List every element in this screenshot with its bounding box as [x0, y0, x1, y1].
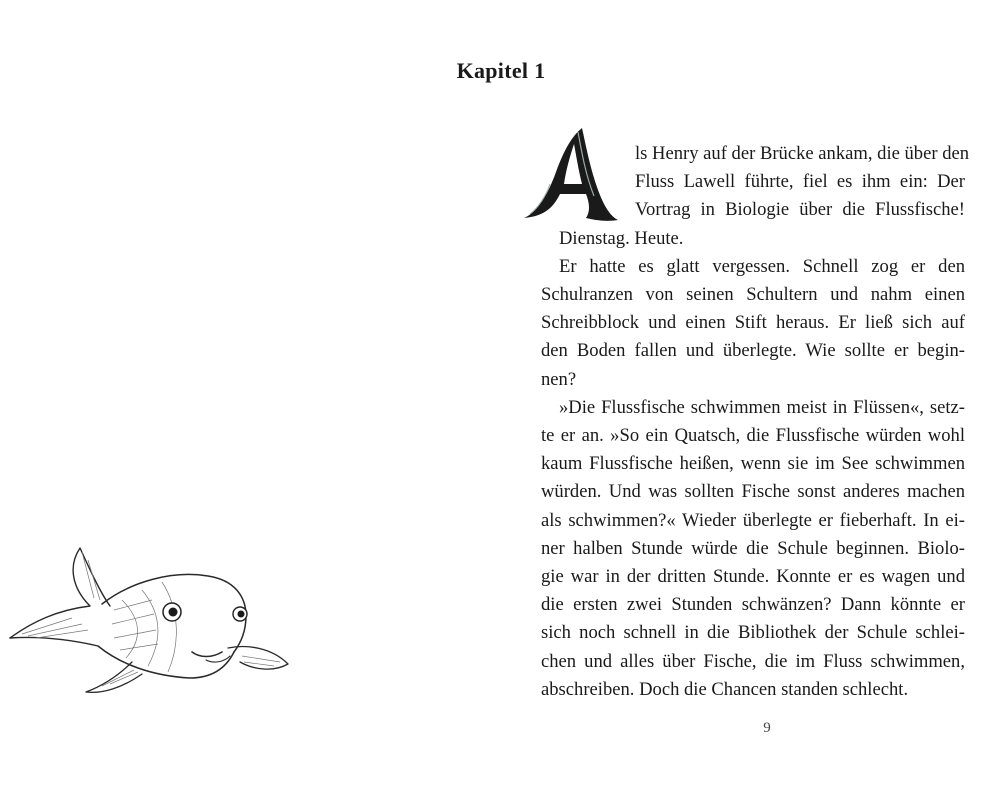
- text-line: sich noch schnell in die Bibliothek der Schule schlei-: [541, 622, 965, 644]
- text-line: als schwimmen?« Wieder überlegte er fieberhaft. In ei-: [541, 509, 965, 531]
- text-line: kaum Flussfische heißen, wenn sie im See schwimmen: [541, 453, 965, 475]
- text-line: Dienstag. Heute.: [559, 227, 684, 249]
- text-line: te er an. »So ein Quatsch, die Flussfische würden wohl: [541, 425, 965, 447]
- text-line: Schreibblock und einen Stift heraus. Er ließ sich auf: [541, 312, 965, 334]
- text-line: würden. Und was sollten Fische sonst anderes machen: [541, 481, 965, 503]
- svg-text:A: A: [571, 198, 572, 199]
- text-line: den Boden fallen und überlegte. Wie sollte er begin-: [541, 340, 965, 362]
- text-line: gie war in der dritten Stunde. Konnte er es wagen und: [541, 566, 965, 588]
- text-line: chen und alles über Fische, die im Fluss schwimmen,: [541, 650, 965, 672]
- text-line: abschreiben. Doch die Chancen standen schlecht.: [541, 678, 909, 700]
- chapter-title: Kapitel 1: [456, 58, 546, 83]
- body-text: [541, 140, 970, 704]
- text-line: ner halben Stunde würde die Schule beginnen. Biolo-: [541, 537, 965, 559]
- text-line: »Die Flussfische schwimmen meist in Flüssen«, setz-: [559, 396, 965, 418]
- text-line: Fluss Lawell führte, fiel es ihm ein: Der: [635, 171, 965, 193]
- text-line: Er hatte es glatt vergessen. Schnell zog er den: [559, 255, 965, 277]
- text-line: ls Henry auf der Brücke ankam, die über den: [635, 143, 970, 164]
- text-line: nen?: [541, 368, 577, 390]
- fish-illustration-icon: [2, 540, 294, 700]
- text-line: Schulranzen von seinen Schultern und nahm einen: [541, 284, 965, 306]
- right-page: [456, 0, 1000, 800]
- text-line: die ersten zwei Stunden schwänzen? Dann könnte er: [541, 594, 965, 616]
- page-number: 9: [763, 720, 771, 736]
- text-line: Vortrag in Biologie über die Flussfische!: [635, 199, 965, 221]
